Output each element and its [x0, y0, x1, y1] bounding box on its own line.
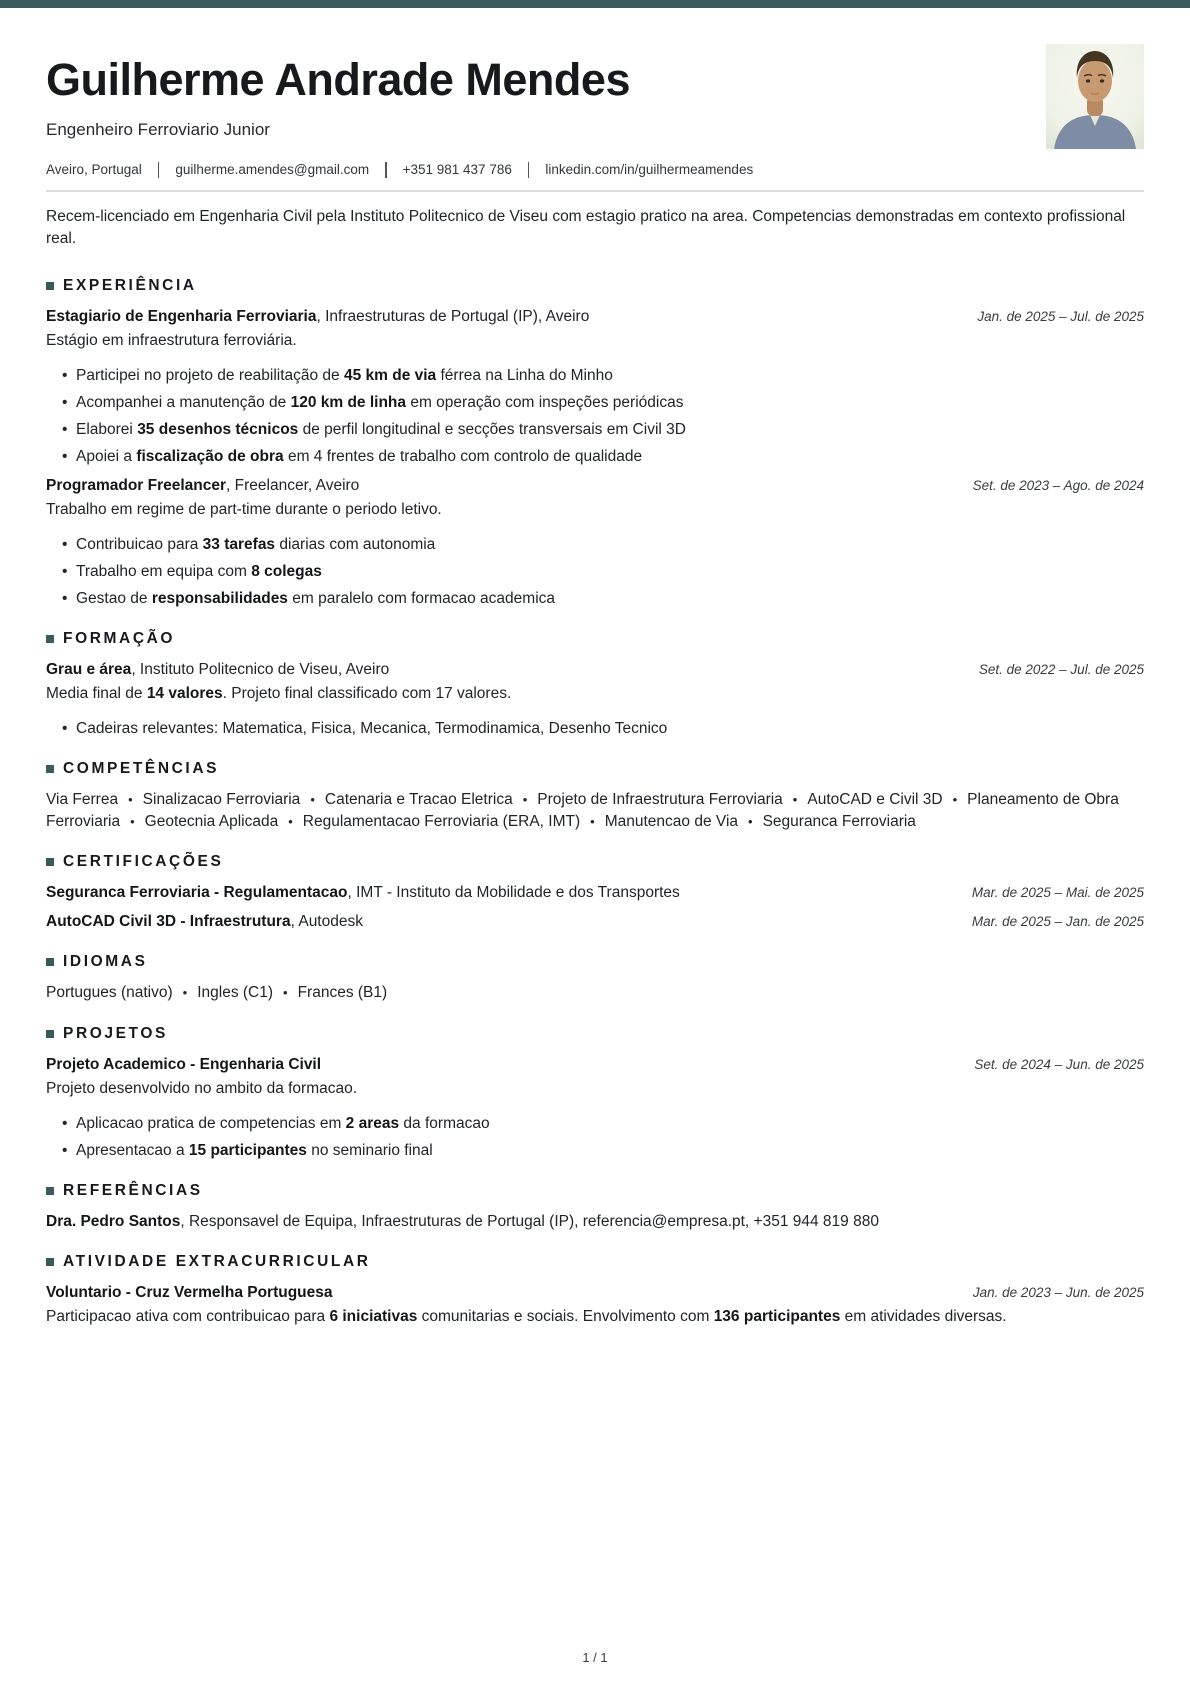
text: da formacao	[399, 1114, 490, 1132]
contact-item: linkedin.com/in/guilhermeamendes	[545, 162, 754, 177]
inline-list-item: AutoCAD e Civil 3D	[807, 791, 943, 808]
entry-title-row	[46, 1055, 1144, 1075]
section-square-icon	[46, 858, 54, 866]
separator-dot-icon: •	[288, 813, 293, 829]
entry-title	[46, 660, 389, 680]
text: Cadeiras relevantes: Matematica, Fisica, Mecanica, Termodinamica, Desenho Tecnico	[76, 720, 668, 737]
section-heading	[46, 759, 1144, 779]
bullet-list	[46, 366, 1144, 467]
entry-subtitle	[46, 684, 1144, 704]
section-heading	[46, 276, 1144, 296]
inline-list	[46, 789, 1144, 832]
section-formacao	[46, 629, 1144, 739]
bold-text: fiscalização de obra	[136, 448, 284, 465]
bullet-item	[76, 719, 1144, 739]
bullet-item	[76, 447, 1144, 467]
resume-content	[0, 56, 1190, 1327]
section-heading-label: EXPERIÊNCIA	[63, 277, 197, 294]
text: comunitarias e sociais. Envolvimento com	[417, 1307, 714, 1325]
text: , Responsavel de Equipa, Infraestruturas de Portugal (IP), referencia@empresa.pt, +351 944 819 880	[180, 1212, 879, 1230]
text: Trabalho em regime de part-time durante o periodo letivo.	[46, 501, 442, 518]
bullet-item	[76, 420, 1144, 440]
entry-date: Set. de 2022 – Jul. de 2025	[978, 662, 1144, 677]
entry	[46, 307, 1144, 467]
section-heading-label: CERTIFICAÇÕES	[63, 853, 224, 870]
summary-text: Recem-licenciado em Engenharia Civil pela Instituto Politecnico de Viseu com estagio pratico na area. Competencias demonstradas em contexto profissional real.	[46, 208, 1126, 247]
entry-date: Set. de 2023 – Ago. de 2024	[972, 478, 1144, 493]
inline-list-item: Ingles (C1)	[197, 984, 274, 1001]
text: em 4 frentes de trabalho com controlo de qualidade	[283, 448, 643, 465]
inline-list-item: Projeto de Infraestrutura Ferroviaria	[537, 791, 783, 808]
entry-title-row	[46, 307, 1144, 327]
bullet-item	[76, 366, 1144, 386]
entry-subtitle	[46, 1307, 1144, 1327]
entry-date: Mar. de 2025 – Jan. de 2025	[971, 914, 1144, 929]
entry-title-row	[46, 476, 1144, 496]
bold-text: Projeto Academico - Engenharia Civil	[46, 1055, 322, 1073]
bold-text: 35 desenhos técnicos	[137, 421, 299, 438]
section-heading	[46, 952, 1144, 972]
section-square-icon	[46, 1258, 54, 1266]
text: , Autodesk	[290, 913, 363, 930]
entry	[46, 1212, 1144, 1232]
entry	[46, 476, 1144, 609]
text: Acompanhei a manutenção de	[76, 394, 291, 411]
text: Trabalho em equipa com	[76, 563, 252, 580]
section-heading-label: FORMAÇÃO	[63, 630, 176, 647]
text: Media final de	[46, 685, 147, 702]
bullet-item	[76, 535, 1144, 555]
page-number: 1 / 1	[582, 1650, 608, 1665]
text: em paralelo com formacao academica	[287, 590, 556, 607]
bullet-list	[46, 719, 1144, 739]
entry	[46, 660, 1144, 739]
bullet-item	[76, 1141, 1144, 1161]
text: , Infraestruturas de Portugal (IP), Aveiro	[316, 308, 590, 325]
section-heading-label: COMPETÊNCIAS	[63, 760, 220, 777]
bold-text: responsabilidades	[151, 590, 288, 607]
entry-title	[46, 883, 680, 903]
entry-title-row	[46, 1283, 1144, 1303]
bold-text: 2 areas	[345, 1114, 400, 1132]
separator-dot-icon: •	[792, 792, 798, 807]
section-heading-label: ATIVIDADE EXTRACURRICULAR	[63, 1252, 371, 1270]
contact-item: +351 981 437 786	[402, 162, 512, 177]
bold-text: AutoCAD Civil 3D - Infraestrutura	[46, 913, 291, 930]
separator-dot-icon: •	[283, 985, 288, 1000]
separator-dot-icon: •	[182, 985, 188, 1000]
inline-list-item: Sinalizacao Ferroviaria	[142, 791, 301, 808]
entry-date: Set. de 2024 – Jun. de 2025	[974, 1056, 1144, 1072]
entry-title-row	[46, 883, 1144, 903]
bold-text: 6 iniciativas	[329, 1307, 418, 1325]
contact-separator	[158, 162, 160, 178]
bullet-item	[76, 562, 1144, 582]
bold-text: Seguranca Ferroviaria - Regulamentacao	[46, 884, 348, 901]
contact-item: Aveiro, Portugal	[46, 162, 142, 177]
bold-text: 136 participantes	[713, 1307, 841, 1325]
text: , Instituto Politecnico de Viseu, Aveiro	[131, 661, 390, 678]
text: em atividades diversas.	[840, 1307, 1007, 1325]
text: Apresentacao a	[76, 1141, 189, 1159]
inline-list-item: Via Ferrea	[46, 791, 119, 808]
entry-date: Jan. de 2023 – Jun. de 2025	[972, 1284, 1144, 1300]
entry	[46, 883, 1144, 903]
inline-list-item: Portugues (nativo)	[46, 984, 173, 1001]
section-heading	[46, 1024, 1144, 1044]
text: Participei no projeto de reabilitação de	[76, 367, 344, 384]
bold-text: 8 colegas	[251, 563, 322, 580]
text: Elaborei	[76, 421, 138, 438]
entry-subtitle	[46, 500, 1144, 520]
entry-title-row	[46, 660, 1144, 680]
text: . Projeto final classificado com 17 valores.	[222, 685, 512, 702]
inline-list-item: Manutencao de Via	[604, 812, 739, 830]
inline-list-item: Regulamentacao Ferroviaria (ERA, IMT)	[302, 812, 581, 830]
text: diarias com autonomia	[275, 536, 436, 553]
separator-dot-icon: •	[590, 813, 595, 829]
bullet-item	[76, 589, 1144, 609]
entry-title	[46, 476, 359, 496]
bullet-list	[46, 1114, 1144, 1161]
sections	[46, 276, 1144, 1327]
entry-title	[46, 1212, 879, 1232]
page-title: Guilherme Andrade Mendes	[46, 54, 630, 105]
text: Participacao ativa com contribuicao para	[46, 1307, 330, 1325]
text: Apoiei a	[76, 448, 137, 465]
entry-title	[46, 912, 363, 932]
text: Estágio em infraestrutura ferroviária.	[46, 332, 297, 349]
contact-separator	[385, 162, 387, 178]
entry-date: Jan. de 2025 – Jul. de 2025	[977, 309, 1144, 324]
profile-photo	[1046, 44, 1144, 149]
inline-list	[46, 982, 1144, 1004]
bold-text: 33 tarefas	[202, 536, 276, 553]
section-square-icon	[46, 1187, 54, 1195]
section-square-icon	[46, 282, 54, 290]
inline-list-item: Frances (B1)	[297, 984, 388, 1001]
contact-separator	[528, 162, 530, 178]
header-divider	[46, 190, 1144, 192]
section-certificacoes	[46, 852, 1144, 932]
section-heading-label: REFERÊNCIAS	[63, 1181, 203, 1199]
separator-dot-icon: •	[952, 792, 958, 807]
section-square-icon	[46, 1030, 54, 1038]
inline-list-item: Catenaria e Tracao Eletrica	[324, 791, 513, 808]
text: Aplicacao pratica de competencias em	[76, 1114, 346, 1132]
text: , IMT - Instituto da Mobilidade e dos Transportes	[347, 884, 680, 901]
portrait-illustration	[1046, 44, 1144, 149]
section-projetos	[46, 1024, 1144, 1161]
separator-dot-icon: •	[128, 792, 133, 807]
bullet-item	[76, 393, 1144, 413]
entry	[46, 1283, 1144, 1327]
text: em operação com inspeções periódicas	[406, 394, 684, 411]
contact-row	[46, 161, 1144, 178]
entry-title-row	[46, 1212, 1144, 1232]
contact-item: guilherme.amendes@gmail.com	[175, 162, 370, 177]
entry-date: Mar. de 2025 – Mai. de 2025	[971, 885, 1144, 900]
section-referencias	[46, 1181, 1144, 1232]
entry-title	[46, 307, 589, 327]
entry	[46, 1055, 1144, 1161]
bold-text: 14 valores	[146, 685, 223, 702]
section-competencias	[46, 759, 1144, 832]
text: de perfil longitudinal e secções transversais em Civil 3D	[298, 421, 686, 438]
text: , Freelancer, Aveiro	[226, 477, 360, 494]
inline-list-item: Geotecnia Aplicada	[144, 812, 279, 830]
inline-list-item: Planeamento de Obra Ferroviaria	[46, 791, 1119, 830]
entry-title	[46, 1055, 321, 1075]
bold-text: 15 participantes	[188, 1141, 307, 1159]
section-heading-label: PROJETOS	[63, 1024, 168, 1042]
bold-text: Dra. Pedro Santos	[46, 1212, 181, 1230]
section-heading	[46, 1252, 1144, 1272]
entry-subtitle	[46, 1079, 1144, 1099]
separator-dot-icon: •	[310, 792, 315, 807]
entry-subtitle	[46, 331, 1144, 351]
text: Gestao de	[76, 590, 152, 607]
entry-title-row	[46, 912, 1144, 932]
section-experiencia	[46, 276, 1144, 609]
section-heading	[46, 852, 1144, 872]
section-square-icon	[46, 765, 54, 773]
section-square-icon	[46, 635, 54, 643]
section-heading-label: IDIOMAS	[63, 953, 148, 970]
section-atividade-extracurricular	[46, 1252, 1144, 1327]
bullet-item	[76, 1114, 1144, 1134]
bold-text: Voluntario - Cruz Vermelha Portuguesa	[46, 1283, 333, 1301]
text: Projeto desenvolvido no ambito da formacao.	[46, 1079, 358, 1097]
separator-dot-icon: •	[130, 813, 135, 829]
bullet-list	[46, 535, 1144, 609]
section-heading	[46, 1181, 1144, 1201]
section-square-icon	[46, 958, 54, 966]
text: férrea na Linha do Minho	[436, 367, 613, 384]
separator-dot-icon: •	[522, 792, 528, 807]
bold-text: Grau e área	[46, 661, 132, 678]
bold-text: Programador Freelancer	[46, 477, 227, 494]
job-title: Engenheiro Ferroviario Junior	[46, 120, 270, 139]
entry-title	[46, 1283, 333, 1303]
text: Contribuicao para	[76, 536, 203, 553]
separator-dot-icon: •	[748, 813, 753, 829]
inline-list-item: Seguranca Ferroviaria	[762, 812, 916, 830]
bold-text: Estagiario de Engenharia Ferroviaria	[46, 308, 317, 325]
accent-top-bar	[0, 0, 1190, 8]
section-heading	[46, 629, 1144, 649]
bold-text: 45 km de via	[343, 367, 437, 384]
bold-text: 120 km de linha	[290, 394, 407, 411]
entry	[46, 912, 1144, 932]
section-idiomas	[46, 952, 1144, 1004]
text: no seminario final	[306, 1141, 433, 1159]
